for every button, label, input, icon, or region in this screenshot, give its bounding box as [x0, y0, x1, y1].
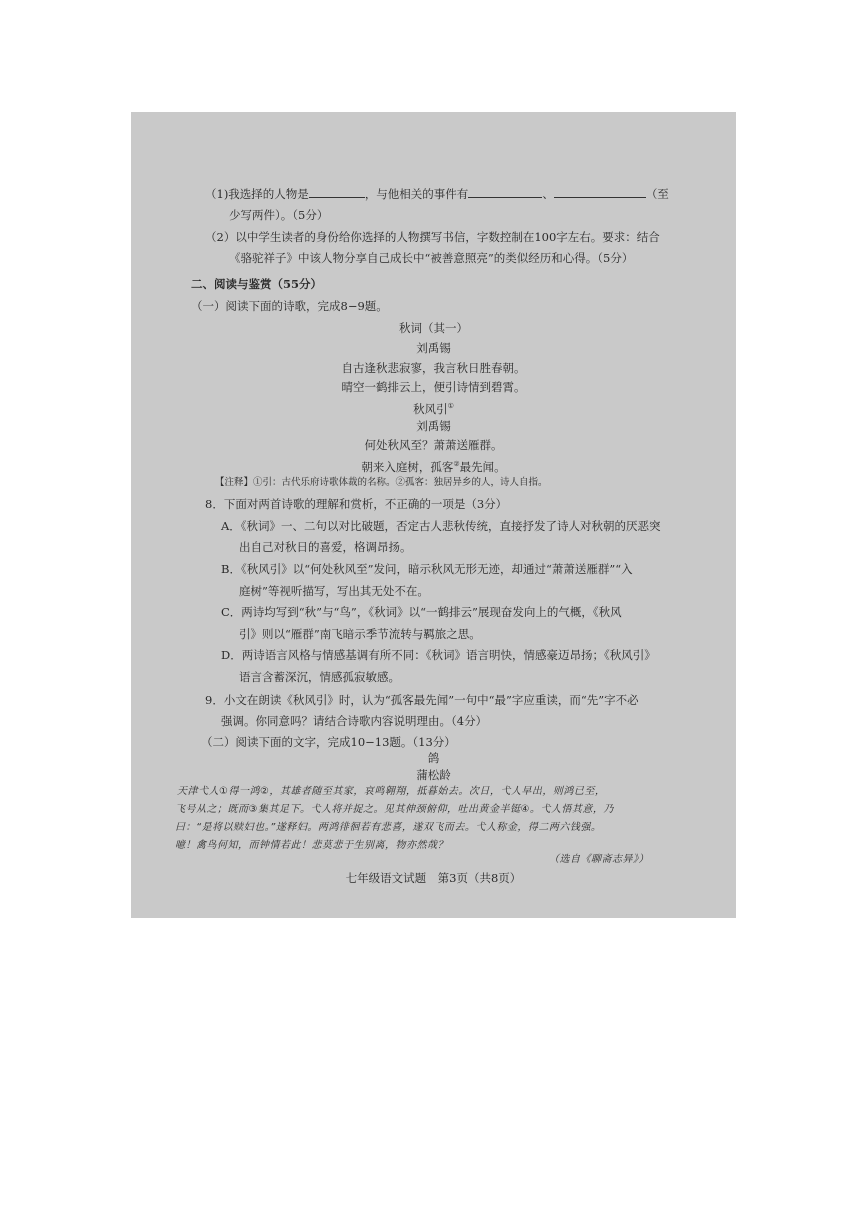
- q1-part1-cont: 少写两件）。（5分）: [229, 208, 329, 222]
- q8-option-c-line2: 引》则以“雁群”南飞暗示季节流转与羁旅之思。: [239, 627, 481, 641]
- q8-option-b-line2: 庭树”等视听描写，写出其无处不在。: [239, 584, 429, 598]
- poem2-title: [131, 398, 736, 417]
- answer-blank-event2: [554, 186, 646, 198]
- poem2-title-footnote: ①: [447, 402, 454, 410]
- poem2-line2-end: 最先闻。: [459, 459, 506, 474]
- q1-part1-text-b: ，与他相关的事件有: [364, 187, 469, 201]
- q8-option-b-line1: B．《秋风引》以“何处秋风至”发问，暗示秋风无形无迹，却通过“萧萧送雁群”“入: [221, 562, 633, 576]
- q1-part1-text-a: （1)我选择的人物是: [205, 187, 309, 201]
- passage-author: 蒲松龄: [416, 768, 451, 782]
- q8-option-a-line1: A．《秋词》一、二句以对比破题，否定古人悲秋传统，直接抒发了诗人对秋朝的厌恶突: [221, 519, 661, 533]
- answer-blank-event1: [468, 186, 542, 198]
- part1-intro: （一）阅读下面的诗歌，完成8−9题。: [191, 299, 388, 313]
- annotation: 【注释】①引：古代乐府诗歌体裁的名称。②孤客：独居异乡的人，诗人自指。: [215, 477, 548, 488]
- passage-line4: 噫！禽鸟何知，而钟情若此！悲莫悲于生别离，物亦然哉？: [175, 840, 448, 851]
- q9-line1: 9．小文在朗读《秋风引》时，认为“孤客最先闻”一句中“最”字应重读，而“先”字不必: [205, 693, 639, 707]
- q8-option-a-line2: 出自己对秋日的喜爱，格调昂扬。: [239, 540, 412, 554]
- poem1-author: 刘禹锡: [416, 341, 451, 355]
- exam-page: [131, 112, 736, 918]
- scanned-exam-photo: [131, 112, 736, 918]
- poem2-line2-text: 朝来入庭树，孤客: [361, 459, 454, 474]
- passage-source: （选自《聊斋志异》）: [549, 854, 649, 865]
- passage-title: 鸽: [427, 751, 440, 765]
- page-footer: 七年级语文试题 第3页（共8页）: [345, 871, 522, 885]
- q8-option-d-line2: 语言含蓄深沉，情感孤寂敏感。: [239, 670, 400, 684]
- poem1-line1: 自古逢秋悲寂寥，我言秋日胜春朝。: [341, 361, 526, 375]
- q8-option-d-line1: D．两诗语言风格与情感基调有所不同：《秋词》语言明快，情感豪迈昂扬；《秋风引》: [221, 648, 656, 662]
- q1-part1-text-c: 、: [542, 187, 554, 201]
- answer-blank-person: [309, 186, 365, 198]
- poem1-line2: 晴空一鹤排云上，便引诗情到碧霄。: [341, 380, 526, 394]
- poem2-line2: [131, 456, 736, 475]
- poem2-title-text: 秋风引: [413, 401, 448, 416]
- poem2-line1: 何处秋风至？萧萧送雁群。: [364, 438, 503, 452]
- poem2-author: 刘禹锡: [416, 419, 451, 433]
- passage-line2: 飞号从之；既而③集其足下。弋人将并捉之。见其伸颈俯仰，吐出黄金半铤④。弋人悟其意，乃: [175, 804, 614, 815]
- part2-intro: （二）阅读下面的文字，完成10−13题。（13分）: [201, 735, 456, 749]
- q1-part1: [205, 186, 669, 202]
- q8-option-c-line1: C．两诗均写到“秋”与“鸟”，《秋词》以“一鹤排云”展现奋发向上的气概，《秋风: [221, 605, 622, 619]
- poem1-title: 秋词（其一）: [399, 321, 468, 335]
- passage-line3: 曰：“是将以赎妇也。”遂释妇。两鸿徘徊若有悲喜，遂双飞而去。弋人称金，得二两六钱强。: [175, 822, 602, 833]
- q1-part2-line1: （2）以中学生读者的身份给你选择的人物撰写书信，字数控制在100字左右。要求：结合: [205, 230, 660, 244]
- q9-line2: 强调。你同意吗？请结合诗歌内容说明理由。（4分）: [221, 714, 488, 728]
- passage-line1: 天津弋人①得一鸿②，其雄者随至其家，哀鸣翱翔，抵暮始去。次日，弋人早出，则鸿已至，: [177, 786, 606, 797]
- q1-part2-line2: 《骆驼祥子》中该人物分享自己成长中“被善意照亮”的类似经历和心得。（5分）: [229, 251, 634, 265]
- q1-part1-text-d: （至: [645, 187, 669, 201]
- q8-stem: 8．下面对两首诗歌的理解和赏析，不正确的一项是（3分）: [205, 497, 508, 511]
- section2-heading: 二、阅读与鉴赏（55分）: [191, 277, 323, 291]
- poem2-line2-footnote: ②: [453, 460, 460, 468]
